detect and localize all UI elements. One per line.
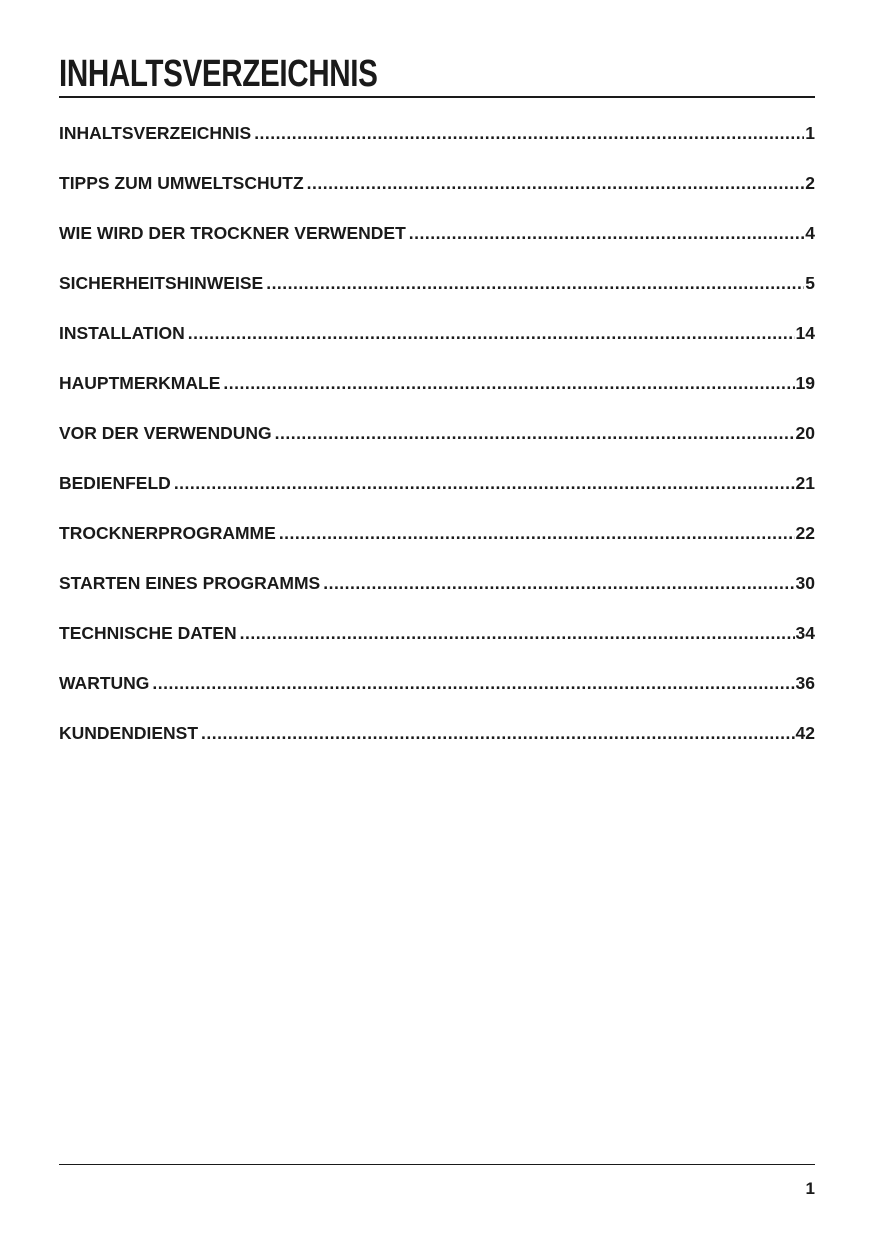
table-of-contents [59, 121, 815, 771]
toc-entry-label: TROCKNERPROGRAMME [59, 523, 276, 543]
toc-entry-page: 34 [795, 623, 815, 643]
toc-entry-label: INSTALLATION [59, 323, 185, 343]
toc-entry-label: TECHNISCHE DATEN [59, 623, 237, 643]
toc-entry-page: 1 [805, 123, 815, 143]
page-number: 1 [805, 1179, 815, 1198]
toc-dot-leader [174, 471, 795, 495]
toc-entry-page: 42 [795, 723, 815, 743]
toc-entry-page: 4 [805, 223, 815, 243]
toc-dot-leader [266, 271, 804, 295]
toc-entry[interactable] [59, 621, 815, 671]
toc-entry-page: 30 [795, 573, 815, 593]
toc-entry[interactable] [59, 671, 815, 721]
toc-entry-page: 21 [795, 473, 815, 493]
toc-entry-page: 36 [795, 673, 815, 693]
toc-entry-label: HAUPTMERKMALE [59, 373, 221, 393]
toc-entry-page: 5 [805, 273, 815, 293]
toc-dot-leader [188, 321, 795, 345]
toc-dot-leader [152, 671, 794, 695]
toc-entry[interactable] [59, 471, 815, 521]
toc-entry[interactable] [59, 421, 815, 471]
toc-entry[interactable] [59, 321, 815, 371]
toc-entry-label: SICHERHEITSHINWEISE [59, 273, 264, 293]
toc-dot-leader [275, 421, 795, 445]
toc-dot-leader [254, 121, 804, 145]
toc-entry-page: 19 [795, 373, 815, 393]
toc-entry[interactable] [59, 271, 815, 321]
footer-divider [59, 1164, 815, 1165]
title-divider [59, 96, 815, 98]
page-title: INHALTSVERZEICHNIS [59, 53, 378, 95]
toc-entry-label: BEDIENFELD [59, 473, 171, 493]
toc-entry[interactable] [59, 571, 815, 621]
toc-entry[interactable] [59, 171, 815, 221]
toc-entry-label: VOR DER VERWENDUNG [59, 423, 272, 443]
toc-entry-label: STARTEN EINES PROGRAMMS [59, 573, 321, 593]
toc-dot-leader [223, 371, 794, 395]
toc-entry-label: INHALTSVERZEICHNIS [59, 123, 252, 143]
toc-dot-leader [409, 221, 805, 245]
toc-dot-leader [279, 521, 795, 545]
toc-entry-page: 20 [795, 423, 815, 443]
toc-entry[interactable] [59, 371, 815, 421]
toc-dot-leader [201, 721, 794, 745]
toc-entry-page: 14 [795, 323, 815, 343]
toc-entry[interactable] [59, 521, 815, 571]
toc-entry-page: 2 [805, 173, 815, 193]
toc-entry[interactable] [59, 221, 815, 271]
toc-entry[interactable] [59, 121, 815, 171]
toc-dot-leader [240, 621, 795, 645]
toc-entry-label: WIE WIRD DER TROCKNER VERWENDET [59, 223, 406, 243]
toc-entry-label: TIPPS ZUM UMWELTSCHUTZ [59, 173, 304, 193]
toc-entry-label: WARTUNG [59, 673, 150, 693]
toc-dot-leader [323, 571, 794, 595]
toc-entry-label: KUNDENDIENST [59, 723, 199, 743]
toc-entry-page: 22 [795, 523, 815, 543]
toc-dot-leader [307, 171, 805, 195]
toc-entry[interactable] [59, 721, 815, 771]
